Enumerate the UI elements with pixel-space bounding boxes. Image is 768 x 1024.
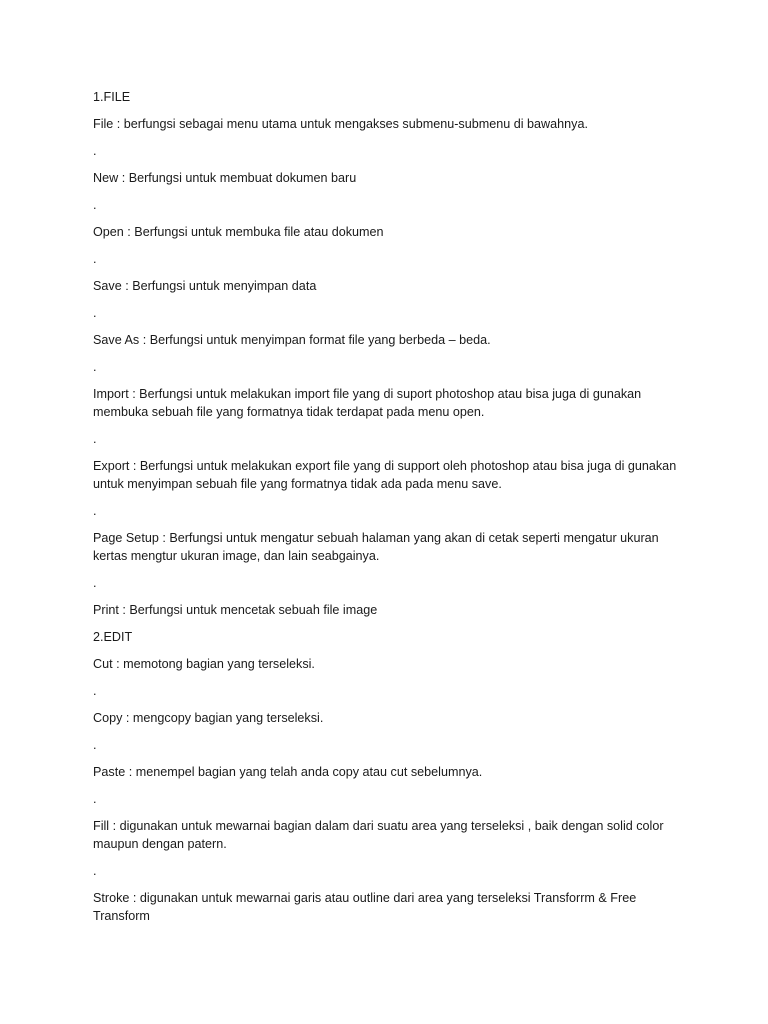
separator-dot: .	[93, 864, 97, 878]
section-heading-edit: 2.EDIT	[93, 630, 133, 644]
separator-dot: .	[93, 306, 97, 320]
paragraph-save: Save : Berfungsi untuk menyimpan data	[93, 279, 317, 293]
paragraph-copy: Copy : mengcopy bagian yang terseleksi.	[93, 711, 324, 725]
separator-dot: .	[93, 576, 97, 590]
paragraph-open: Open : Berfungsi untuk membuka file atau dokumen	[93, 225, 384, 239]
paragraph-file: File : berfungsi sebagai menu utama untuk mengakses submenu-submenu di bawahnya.	[93, 117, 588, 131]
separator-dot: .	[93, 144, 97, 158]
separator-dot: .	[93, 792, 97, 806]
separator-dot: .	[93, 432, 97, 446]
paragraph-import: Import : Berfungsi untuk melakukan import file yang di suport photoshop atau bisa juga di gunakan membuka sebuah file yang formatnya tidak terdapat pada menu open.	[93, 387, 642, 419]
separator-dot: .	[93, 360, 97, 374]
separator-dot: .	[93, 198, 97, 212]
separator-dot: .	[93, 738, 97, 752]
separator-dot: .	[93, 252, 97, 266]
separator-dot: .	[93, 504, 97, 518]
paragraph-save-as: Save As : Berfungsi untuk menyimpan format file yang berbeda – beda.	[93, 333, 491, 347]
paragraph-page-setup: Page Setup : Berfungsi untuk mengatur sebuah halaman yang akan di cetak seperti mengatur ukuran kertas mengtur ukuran image, dan lain seabgainya.	[93, 531, 659, 563]
paragraph-print: Print : Berfungsi untuk mencetak sebuah file image	[93, 603, 378, 617]
paragraph-paste: Paste : menempel bagian yang telah anda copy atau cut sebelumnya.	[93, 765, 483, 779]
section-heading-file: 1.FILE	[93, 90, 131, 104]
paragraph-export: Export : Berfungsi untuk melakukan export file yang di support oleh photoshop atau bisa juga di gunakan untuk menyimpan sebuah file yang formatnya tidak ada pada menu save.	[93, 459, 677, 491]
paragraph-fill: Fill : digunakan untuk mewarnai bagian dalam dari suatu area yang terseleksi , baik dengan solid color maupun dengan patern.	[93, 819, 664, 851]
paragraph-new: New : Berfungsi untuk membuat dokumen baru	[93, 171, 357, 185]
paragraph-cut: Cut : memotong bagian yang terseleksi.	[93, 657, 315, 671]
separator-dot: .	[93, 684, 97, 698]
paragraph-stroke: Stroke : digunakan untuk mewarnai garis atau outline dari area yang terseleksi Transforrm & Free Transform	[93, 891, 637, 923]
document-body	[93, 88, 683, 925]
